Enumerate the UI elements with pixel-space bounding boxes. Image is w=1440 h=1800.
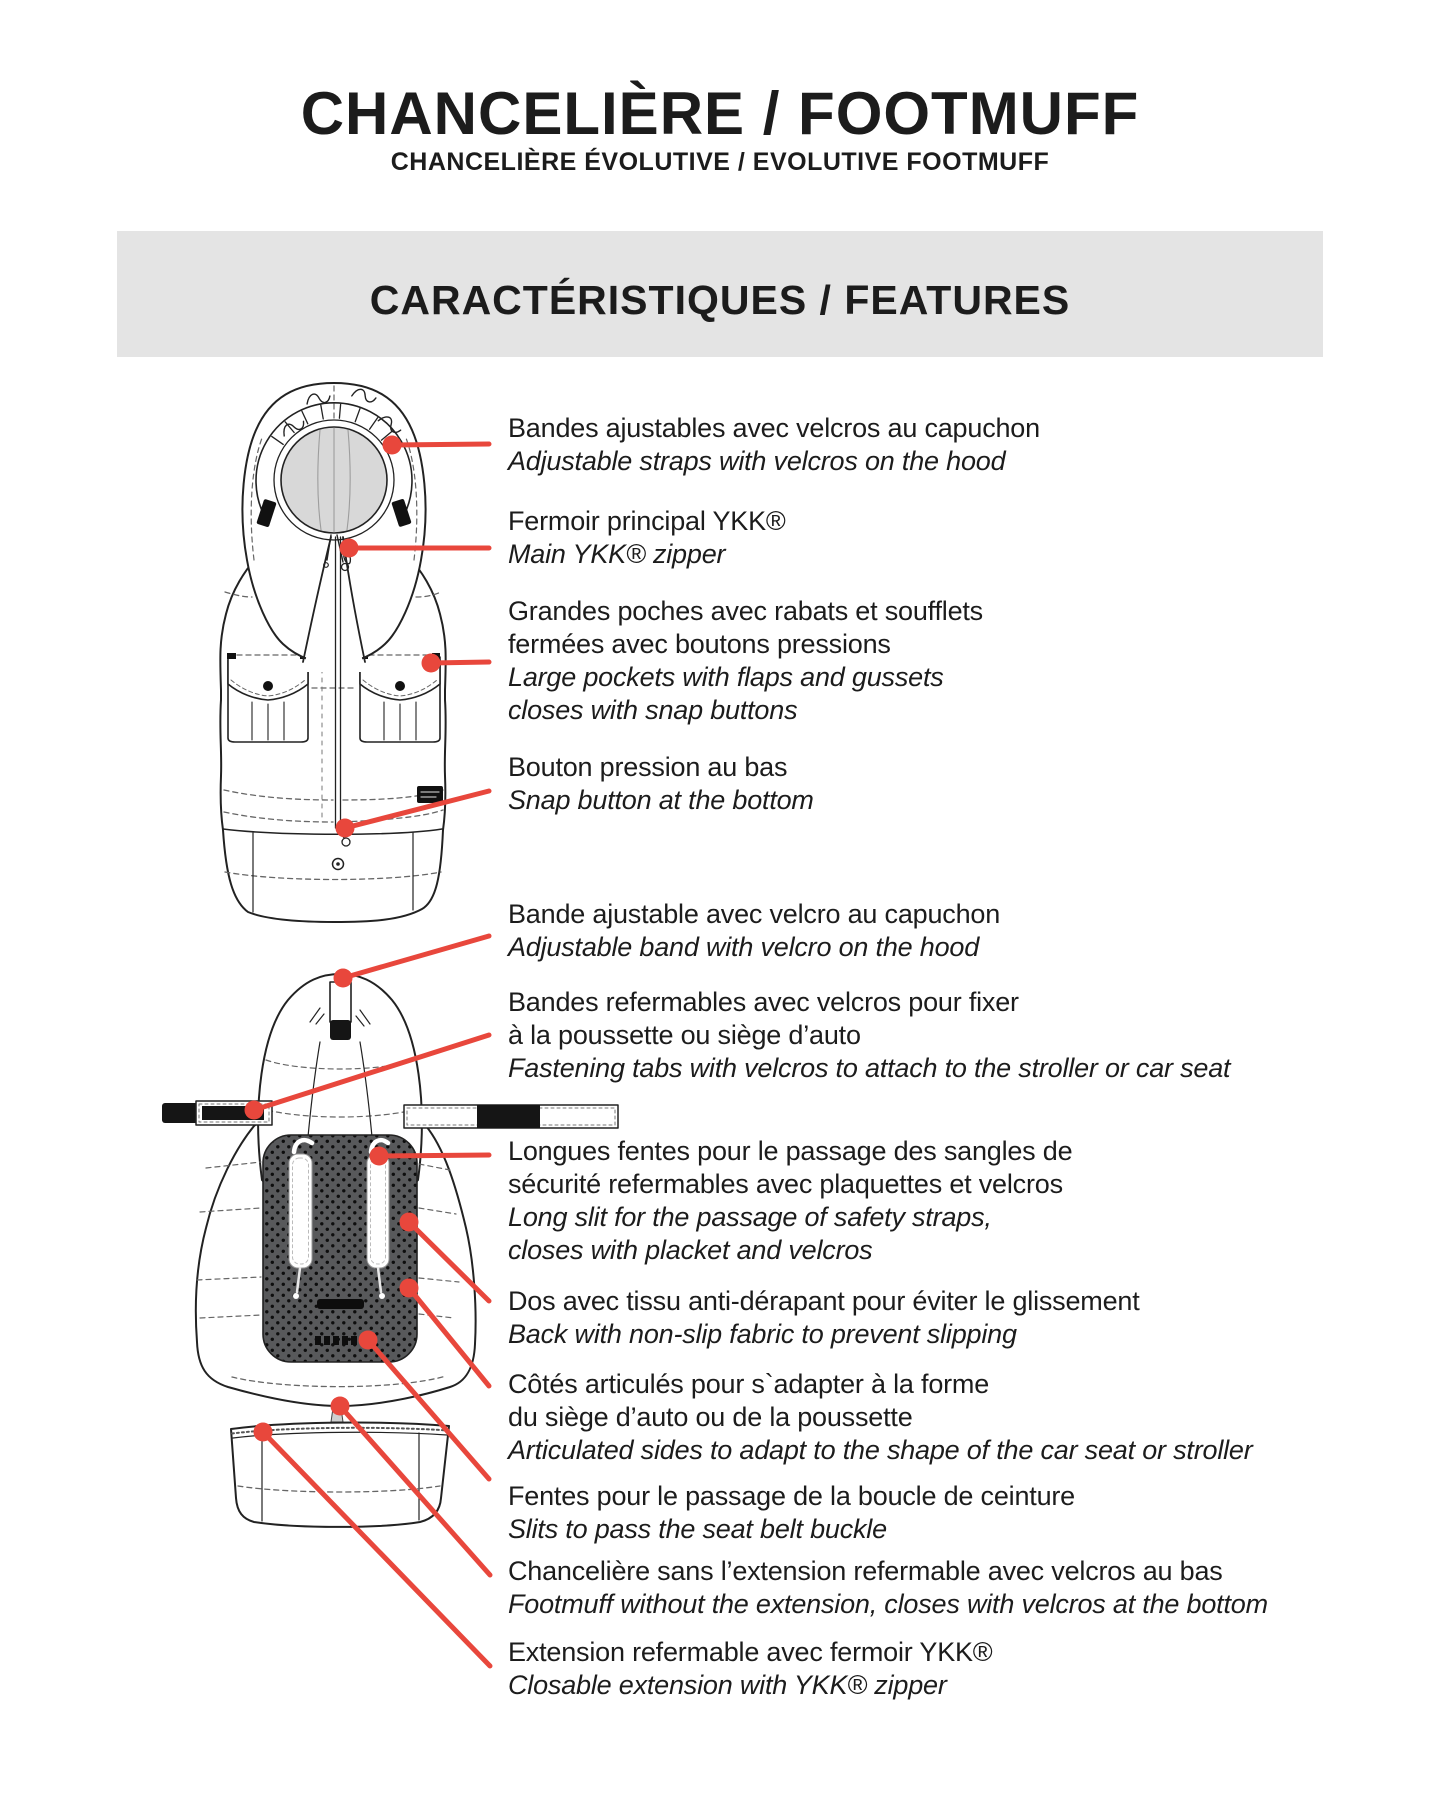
feature-text-en: Adjustable band with velcro on the hood	[508, 932, 980, 962]
feature-item-adjustable-band	[508, 898, 1388, 964]
callout-dot	[340, 539, 359, 558]
feature-text-fr: Longues fentes pour le passage des sangles de	[508, 1136, 1073, 1166]
illustration-footmuff-front	[220, 383, 445, 922]
feature-text-fr: sécurité refermables avec plaquettes et velcros	[508, 1169, 1063, 1199]
feature-item-without-extension	[508, 1555, 1388, 1621]
feature-text-en: closes with snap buttons	[508, 695, 798, 725]
callout-dot	[331, 1397, 350, 1416]
callout-dot	[245, 1101, 264, 1120]
banner-heading: CARACTÉRISTIQUES / FEATURES	[369, 276, 1071, 323]
callout-dot	[370, 1147, 389, 1166]
feature-item-articulated-sides	[508, 1368, 1388, 1467]
hood-strap-tip	[330, 1020, 351, 1040]
callout-dot	[400, 1279, 419, 1298]
feature-text-fr: Chancelière sans l’extension refermable avec velcros au bas	[508, 1556, 1223, 1586]
feature-text-fr: à la poussette ou siège d’auto	[508, 1020, 861, 1050]
feature-item-fastening-tabs	[508, 986, 1388, 1085]
feature-text-en: Footmuff without the extension, closes with velcros at the bottom	[508, 1589, 1268, 1619]
non-slip-panel	[263, 1135, 417, 1362]
feature-text-fr: Extension refermable avec fermoir YKK®	[508, 1637, 993, 1667]
feature-text-fr: Bouton pression au bas	[508, 752, 788, 782]
feature-text-fr: Bandes ajustables avec velcros au capuchon	[508, 413, 1040, 443]
front-hood	[242, 383, 425, 672]
feature-text-en: Large pockets with flaps and gussets	[508, 662, 944, 692]
feature-text-en: Long slit for the passage of safety straps,	[508, 1202, 992, 1232]
feature-item-large-pockets	[508, 595, 1388, 727]
callout-dot	[334, 969, 353, 988]
feature-text-en: Main YKK® zipper	[508, 539, 726, 569]
fastening-strap-right	[404, 1105, 618, 1128]
callout-dot	[254, 1423, 273, 1442]
feature-item-adjustable-straps	[508, 412, 1388, 478]
feature-text-en: Closable extension with YKK® zipper	[508, 1670, 947, 1700]
page-title: CHANCELIÈRE / FOOTMUFF	[300, 80, 1140, 147]
feature-item-belt-slits	[508, 1480, 1388, 1546]
feature-text-en: Back with non-slip fabric to prevent slipping	[508, 1319, 1017, 1349]
front-pocket-left	[228, 657, 308, 742]
feature-text-fr: du siège d’auto ou de la poussette	[508, 1402, 913, 1432]
feature-text-fr: Fermoir principal YKK®	[508, 506, 786, 536]
feature-text-fr: Grandes poches avec rabats et soufflets	[508, 596, 983, 626]
page-subtitle: CHANCELIÈRE ÉVOLUTIVE / EVOLUTIVE FOOTMUFF	[390, 148, 1050, 176]
callout-dot	[400, 1213, 419, 1232]
feature-text-fr: Bande ajustable avec velcro au capuchon	[508, 899, 1001, 929]
feature-text-fr: Fentes pour le passage de la boucle de ceinture	[508, 1481, 1075, 1511]
feature-item-main-zipper	[508, 505, 1388, 571]
feature-text-fr: Côtés articulés pour s`adapter à la forme	[508, 1369, 990, 1399]
feature-text-en: Articulated sides to adapt to the shape of the car seat or stroller	[508, 1435, 1253, 1465]
callout-dot	[422, 654, 441, 673]
feature-item-long-slits	[508, 1135, 1388, 1267]
brand-label	[417, 786, 443, 803]
feature-item-closable-extension	[508, 1636, 1388, 1702]
feature-item-snap-button	[508, 751, 1388, 817]
callout-dot	[383, 436, 402, 455]
feature-item-non-slip-back	[508, 1285, 1388, 1351]
feature-text-fr: fermées avec boutons pressions	[508, 629, 891, 659]
feature-text-en: Slits to pass the seat belt buckle	[508, 1514, 887, 1544]
belt-slit-bar	[317, 1299, 364, 1309]
feature-text-en: closes with placket and velcros	[508, 1235, 873, 1265]
feature-text-fr: Bandes refermables avec velcros pour fixer	[508, 987, 1019, 1017]
callout-dot	[336, 819, 355, 838]
feature-text-fr: Dos avec tissu anti-dérapant pour éviter le glissement	[508, 1286, 1140, 1316]
callout-dot	[359, 1331, 378, 1350]
feature-text-en: Fastening tabs with velcros to attach to the stroller or car seat	[508, 1053, 1231, 1083]
feature-text-en: Snap button at the bottom	[508, 785, 814, 815]
feature-text-en: Adjustable straps with velcros on the hood	[508, 446, 1006, 476]
